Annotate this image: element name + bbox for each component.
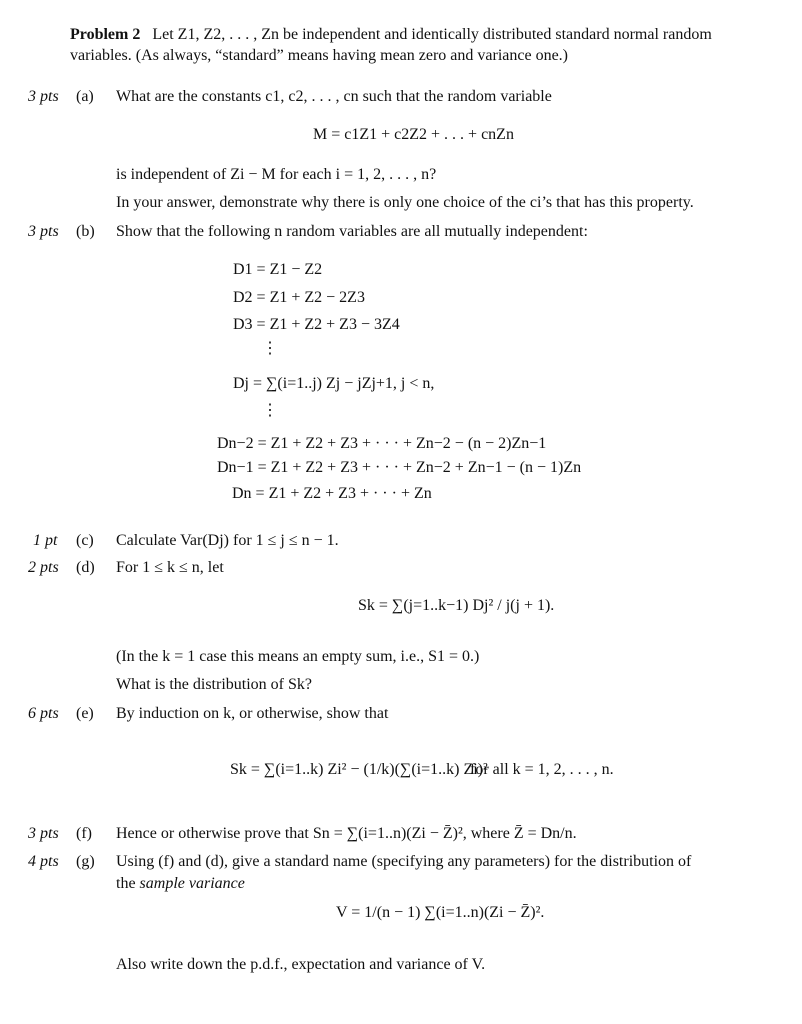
label-g: (g): [76, 853, 95, 870]
points-e: 6 pts: [28, 705, 59, 722]
problem-title: Problem 2: [70, 26, 141, 43]
part-d-text2: (In the k = 1 case this means an empty sum, i.e., S1 = 0.): [116, 648, 480, 665]
part-g-text2: [116, 876, 245, 892]
part-c-text: Calculate Var(Dj) for 1 ≤ j ≤ n − 1.: [116, 532, 339, 549]
part-g-text2-plain: the: [116, 875, 136, 892]
part-e-equation: Sk = ∑(i=1..k) Zi² − (1/k)(∑(i=1..k) Zi)²: [230, 761, 488, 778]
part-g-text3: Also write down the p.d.f., expectation and variance of V.: [116, 956, 486, 973]
problem-intro: [70, 27, 712, 43]
part-e-text: By induction on k, or otherwise, show that: [116, 705, 389, 722]
part-g-equation: V = 1/(n − 1) ∑(i=1..n)(Zi − Z̄)².: [336, 904, 545, 921]
points-c: 1 pt: [33, 532, 58, 549]
label-b: (b): [76, 223, 95, 240]
part-a-text2: is independent of Zi − M for each i = 1, 2, . . . , n?: [116, 166, 437, 183]
part-f-text: Hence or otherwise prove that Sn = ∑(i=1..n)(Zi − Z̄)², where Z̄ = Dn/n.: [116, 825, 577, 842]
points-a: 3 pts: [28, 88, 59, 105]
eq-dn-minus-2: Dn−2 = Z1 + Z2 + Z3 + · · · + Zn−2 − (n − 2)Zn−1: [217, 435, 547, 452]
part-a-text1: What are the constants c1, c2, . . . , cn such that the random variable: [116, 88, 552, 105]
label-e: (e): [76, 705, 94, 722]
label-c: (c): [76, 532, 94, 549]
part-a-text3: In your answer, demonstrate why there is only one choice of the ci’s that has this property.: [116, 194, 694, 211]
part-b-text: Show that the following n random variables are all mutually independent:: [116, 223, 588, 240]
vdots-2: ⋮: [262, 402, 278, 419]
points-f: 3 pts: [28, 825, 59, 842]
vdots-1: ⋮: [262, 340, 278, 357]
points-b: 3 pts: [28, 223, 59, 240]
part-g-sample-variance: sample variance: [139, 875, 245, 892]
part-a-equation: M = c1Z1 + c2Z2 + . . . + cnZn: [313, 126, 514, 143]
part-d-equation: Sk = ∑(j=1..k−1) Dj² / j(j + 1).: [358, 597, 555, 614]
eq-d3: D3 = Z1 + Z2 + Z3 − 3Z4: [233, 316, 400, 333]
problem-intro-line2: variables. (As always, “standard” means having mean zero and variance one.): [70, 47, 569, 64]
label-a: (a): [76, 88, 94, 105]
eq-dn: Dn = Z1 + Z2 + Z3 + · · · + Zn: [232, 485, 432, 502]
problem-intro-line1: Let Z1, Z2, . . . , Zn be independent and identically distributed standard normal random: [152, 26, 712, 43]
label-f: (f): [76, 825, 92, 842]
part-e-condition: for all k = 1, 2, . . . , n.: [470, 761, 614, 778]
points-g: 4 pts: [28, 853, 59, 870]
eq-dj: Dj = ∑(i=1..j) Zj − jZj+1, j < n,: [233, 375, 435, 392]
eq-d1: D1 = Z1 − Z2: [233, 261, 323, 278]
eq-dn-minus-1: Dn−1 = Z1 + Z2 + Z3 + · · · + Zn−2 + Zn−1 − (n − 1)Zn: [217, 459, 582, 476]
label-d: (d): [76, 559, 95, 576]
eq-d2: D2 = Z1 + Z2 − 2Z3: [233, 289, 365, 306]
part-g-text1: Using (f) and (d), give a standard name (specifying any parameters) for the distribution of: [116, 853, 692, 870]
part-d-text1: For 1 ≤ k ≤ n, let: [116, 559, 224, 576]
points-d: 2 pts: [28, 559, 59, 576]
part-d-text3: What is the distribution of Sk?: [116, 676, 312, 693]
